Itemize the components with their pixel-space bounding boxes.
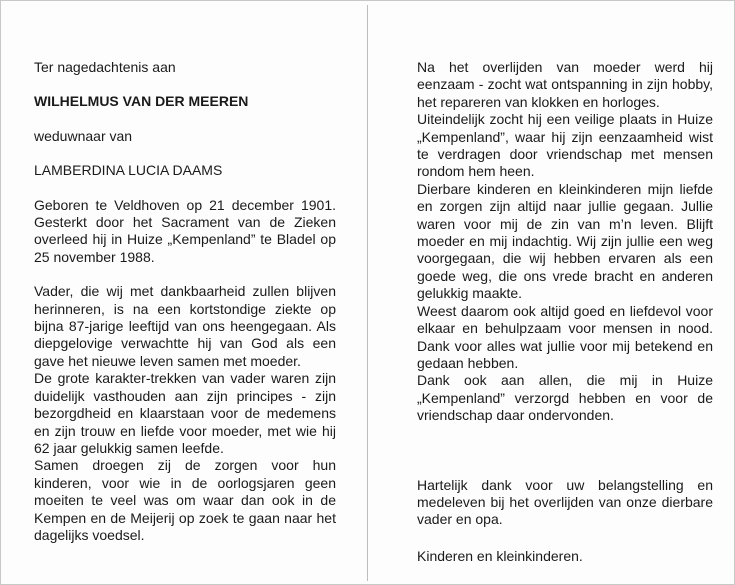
birth-death-paragraph: Geboren te Veldhoven op 21 december 1901. Gesterkt door het Sacrament van de Zieken overleed hij in Huize „Kempenland” te Bladel op 25 november 1988. [34, 196, 336, 265]
gratitude-paragraph: Hartelijk dank voor uw belangstelling en medeleven bij het overlijden van onze dierbare vader en opa. [417, 476, 713, 528]
deceased-name: WILHELMUS VAN DER MEEREN [34, 93, 249, 110]
widower-line: weduwnaar van [34, 127, 133, 144]
faith-paragraph: Vader, die wij met dankbaarheid zullen blijven herinneren, is na een kortstondige ziekte op bijna 87-jarige leeftijd van ons heengegaan. Als diepgelovige verwachtte hij van God als een gave het nieuwe leven samen met moeder. [34, 283, 336, 369]
intro-line: Ter nagedachtenis aan [34, 59, 176, 75]
right-page [417, 59, 713, 565]
together-paragraph: Samen droegen zij de zorgen voor hun kinderen, voor wie in de oorlogsjaren geen moeiten te veel was om waar dan ook in de Kempen en de Meijerij op zoek te gaan naar het dagelijks voedsel. [34, 457, 336, 543]
card-fold-line [367, 5, 368, 581]
signature-line: Kinderen en kleinkinderen. [417, 547, 583, 564]
place-paragraph: Uiteindelijk zocht hij een veilige plaats in Huize „Kempenland”, waar hij zijn eenzaamheid wist te verdragen door vriendschap met mensen rondom hem heen. [417, 111, 713, 180]
hobby-paragraph: Na het overlijden van moeder werd hij eenzaam - zocht wat ontspanning in zijn hobby, het repareren van klokken en horloges. [417, 59, 713, 110]
left-page [34, 59, 336, 544]
traits-paragraph: De grote karakter-trekken van vader waren zijn duidelijk vasthouden aan zijn principes - zijn bezorgdheid en klaarstaan voor de medemens en zijn trouw en liefde voor moeder, met wie hij 62 jaar gelukkig samen leefde. [34, 370, 336, 456]
children-paragraph: Dierbare kinderen en kleinkinderen mijn liefde en zorgen zijn altijd naar jullie gegaan. Jullie waren voor mij de zin van m’n leven. Blijft moeder en mij indachtig. Wij zijn jullie een weg voorgegaan, die wij hebben ervaren als een goede weg, die ons vrede bracht en anderen gelukkig maakte. [417, 180, 713, 302]
spouse-name: LAMBERDINA LUCIA DAAMS [34, 162, 223, 179]
good-paragraph: Weest daarom ook altijd goed en liefdevol voor elkaar en behulpzaam voor mensen in nood. Dank voor alles wat jullie voor mij betekend en gedaan hebben. [417, 302, 713, 371]
thanks-paragraph: Dank ook aan allen, die mij in Huize „Kempenland” verzorgd hebben en voor de vriendschap daar ondervonden. [417, 372, 713, 424]
